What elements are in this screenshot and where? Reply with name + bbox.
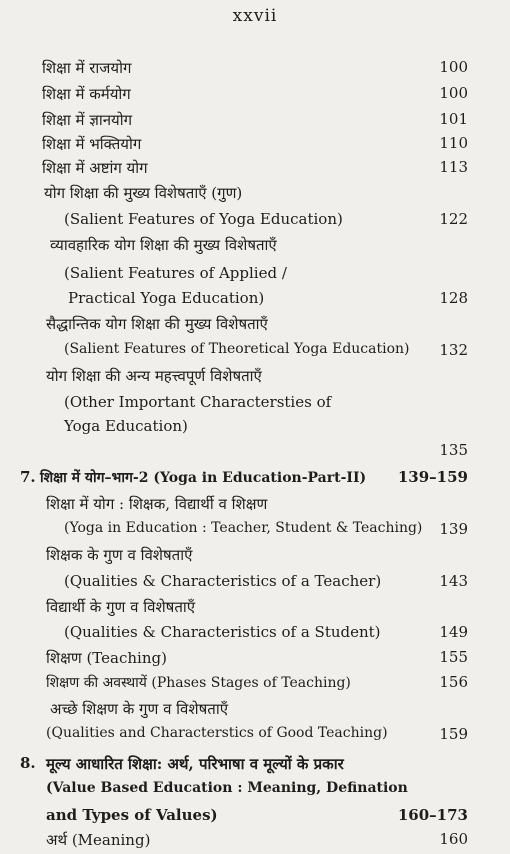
toc-entry [0,830,510,854]
toc-entry-text: (Other Important Charactersties of [64,393,332,411]
toc-entry-text: शिक्षा में योग : शिक्षक, विद्यार्थी व शिक्षण [46,495,268,513]
chapter-number: 7. [20,468,36,486]
toc-entry-text: (Salient Features of Theoretical Yoga Education) [64,341,410,357]
toc-entry-page: 143 [439,572,468,590]
toc-entry-page: 156 [439,673,468,691]
chapter-title-english: and Types of Values) [46,806,218,824]
toc-entry-text: अर्थ (Meaning) [46,831,151,849]
toc-entry [0,289,510,313]
toc-entry-text: शिक्षा में भक्तियोग [42,135,142,153]
chapter-number: 8. [20,754,36,772]
toc-entry-text: (Salient Features of Applied / [64,264,287,282]
chapter-page-range: 160–173 [397,806,468,824]
toc-entry [0,314,510,338]
chapter-page-range: 139–159 [397,468,468,486]
toc-entry-text: सैद्धान्तिक योग शिक्षा की मुख्य विशेषताएँ [46,315,268,333]
toc-entry [0,393,510,417]
toc-entry-page: 100 [439,84,468,102]
toc-entry-text: शिक्षक के गुण व विशेषताएँ [46,546,193,564]
toc-entry-page: 101 [439,110,468,128]
toc-entry [0,84,510,108]
toc-entry-text: अच्छे शिक्षण के गुण व विशेषताएँ [50,700,228,718]
chapter-title: मूल्य आधारित शिक्षा: अर्थ, परिभाषा व मूल्यों के प्रकार [46,755,344,773]
toc-entry-text: (Qualities and Characterstics of Good Teaching) [46,725,388,741]
toc-entry [0,494,510,518]
toc-entry-text: योग शिक्षा की अन्य महत्त्वपूर्ण विशेषताएँ [46,367,262,385]
toc-entry-page: 139 [439,520,468,538]
toc-entry [0,183,510,207]
toc-entry [0,366,510,390]
toc-entry-text: योग शिक्षा की मुख्य विशेषताएँ (गुण) [44,184,243,202]
toc-entry-text: शिक्षा में ज्ञानयोग [42,111,133,129]
toc-entry-page: 155 [439,648,468,666]
toc-entry [0,341,510,365]
page-header-roman-numeral: xxvii [232,6,278,26]
toc-entry [0,264,510,288]
toc-entry [0,417,510,441]
toc-entry-page: 159 [439,725,468,743]
toc-entry-page: 149 [439,623,468,641]
toc-entry-text: Yoga Education) [64,417,188,435]
toc-entry-text: Practical Yoga Education) [68,289,265,307]
toc-entry-text: शिक्षा में राजयोग [42,59,132,77]
toc-entry-page: 128 [439,289,468,307]
toc-entry [0,110,510,134]
chapter-title: शिक्षा में योग–भाग-2 (Yoga in Education-Part-II) [40,470,367,486]
toc-entry [0,520,510,544]
toc-entry-text: शिक्षण (Teaching) [46,649,167,667]
toc-entry [0,235,510,259]
chapter-heading [0,754,510,778]
chapter-title-english: (Value Based Education : Meaning, Defination [46,780,408,796]
toc-entry-text: शिक्षण की अवस्थायें (Phases Stages of Teaching) [46,675,351,691]
chapter-heading-line [0,806,510,830]
toc-entry [0,725,510,749]
toc-entry-text: (Yoga in Education : Teacher, Student & Teaching) [64,520,423,536]
chapter-heading [0,468,510,492]
toc-entry [0,158,510,182]
toc-entry-page: 110 [439,134,468,152]
toc-entry-text: (Qualities & Characteristics of a Teacher) [64,572,382,590]
toc-entry-text: (Salient Features of Yoga Education) [64,210,343,228]
toc-entry-page: 100 [439,58,468,76]
toc-entry-page: 113 [439,158,468,176]
toc-entry-text: (Qualities & Characteristics of a Student) [64,623,381,641]
toc-entry [0,648,510,672]
toc-entry [0,545,510,569]
toc-entry [0,572,510,596]
toc-entry [0,699,510,723]
toc-entry-page: 135 [439,441,468,459]
toc-entry-text: शिक्षा में कर्मयोग [42,85,131,103]
chapter-heading-line [0,780,510,804]
toc-entry-page: 122 [439,210,468,228]
toc-entry [0,441,510,465]
toc-entry-text: व्यावहारिक योग शिक्षा की मुख्य विशेषताएँ [50,236,277,254]
toc-entry [0,58,510,82]
toc-entry-page: 132 [439,341,468,359]
toc-entry [0,623,510,647]
toc-entry [0,673,510,697]
toc-entry [0,597,510,621]
toc-entry-text: शिक्षा में अष्टांग योग [42,159,148,177]
toc-entry-text: विद्यार्थी के गुण व विशेषताएँ [46,598,196,616]
toc-entry-page: 160 [439,830,468,848]
toc-entry [0,134,510,158]
toc-entry [0,210,510,234]
